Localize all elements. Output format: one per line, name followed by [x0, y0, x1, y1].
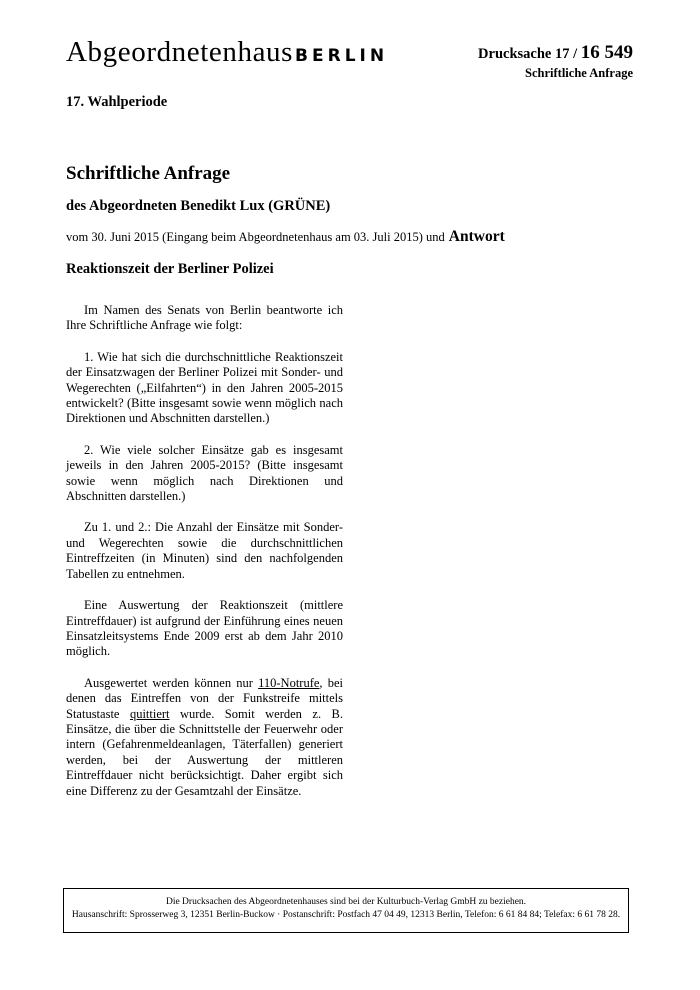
- date-line-text: vom 30. Juni 2015 (Eingang beim Abgeordnetenhaus am 03. Juli 2015) und: [66, 230, 445, 244]
- antwort-label: Antwort: [448, 228, 505, 245]
- wahlperiode: 17. Wahlperiode: [66, 94, 168, 110]
- document-type: Schriftliche Anfrage: [525, 66, 633, 80]
- notrufe-text-1: Ausgewertet werden können nur: [84, 675, 259, 690]
- footer-box: [63, 888, 629, 933]
- page-title: Schriftliche Anfrage: [66, 163, 231, 184]
- notrufe-link[interactable]: 110-Notrufe: [258, 675, 320, 690]
- notrufe-text-2: , bei denen das Eintreffen von der Funkstreife mittels Statustaste: [66, 675, 343, 721]
- quittiert-link[interactable]: quittiert: [129, 706, 170, 721]
- intro-paragraph: Im Namen des Senats von Berlin beantworte ich Ihre Schriftliche Anfrage wie folgt:: [66, 303, 343, 333]
- logo-text-berlin: BERLIN: [295, 46, 389, 66]
- author-line: des Abgeordneten Benedikt Lux (GRÜNE): [66, 198, 331, 214]
- date-line: [66, 228, 505, 246]
- question-2: 2. Wie viele solcher Einsätze gab es insgesamt jeweils in den Jahren 2005-2015? (Bitte insgesamt sowie wenn möglich nach Direktionen und Abschnitten darstellen.): [66, 442, 343, 504]
- body-column: [66, 303, 343, 815]
- notrufe-text-3: wurde. Somit werden z. B. Einsätze, die über die Schnittstelle der Feuerwehr oder intern (Gefahrenmeldeanlagen, Täterfallen) generiert werden, bei der Auswertung der mittleren Eintreffdauer nicht berücksichtigt. Daher ergibt sich eine Differenz zu der Gesamtzahl der Einsätze.: [66, 706, 344, 798]
- footer-line-2: Hausanschrift: Sprosserweg 3, 12351 Berlin-Buckow · Postanschrift: Postfach 47 04 49, 12313 Berlin, Telefon: 6 61 84 84; Telefax: 6 61 78 28.: [71, 909, 621, 920]
- subject-heading: Reaktionszeit der Berliner Polizei: [66, 261, 274, 277]
- drucksache-value: 16 549: [580, 42, 633, 63]
- answer-1-2: Zu 1. und 2.: Die Anzahl der Einsätze mit Sonder- und Wegerechten sowie die durchschnittlichen Eintreffzeiten (in Minuten) sind den nachfolgenden Tabellen zu entnehmen.: [66, 520, 343, 581]
- drucksache-label: Drucksache 17: [478, 46, 570, 62]
- notrufe-paragraph: [66, 676, 343, 799]
- logo-text-abgeordnetenhaus: Abgeordnetenhaus: [66, 36, 294, 68]
- drucksache-number: [478, 42, 633, 64]
- footer-line-1: Die Drucksachen des Abgeordnetenhauses sind bei der Kulturbuch-Verlag GmbH zu beziehen.: [165, 897, 527, 907]
- evaluation-paragraph: Eine Auswertung der Reaktionszeit (mittlere Eintreffdauer) ist aufgrund der Einführung eines neuen Einsatzleitsystems Ende 2009 erst ab dem Jahr 2010 möglich.: [66, 598, 343, 659]
- question-1: 1. Wie hat sich die durchschnittliche Reaktionszeit der Einsatzwagen der Berliner Polizei mit Sonder- und Wegerechten („Eilfahrten“) in den Jahren 2005-2015 entwickelt? (Bitte insgesamt sowie wenn möglich nach Direktionen und Abschnitten darstellen.): [66, 349, 343, 426]
- parliament-logo: [66, 36, 388, 69]
- drucksache-separator: /: [569, 46, 581, 62]
